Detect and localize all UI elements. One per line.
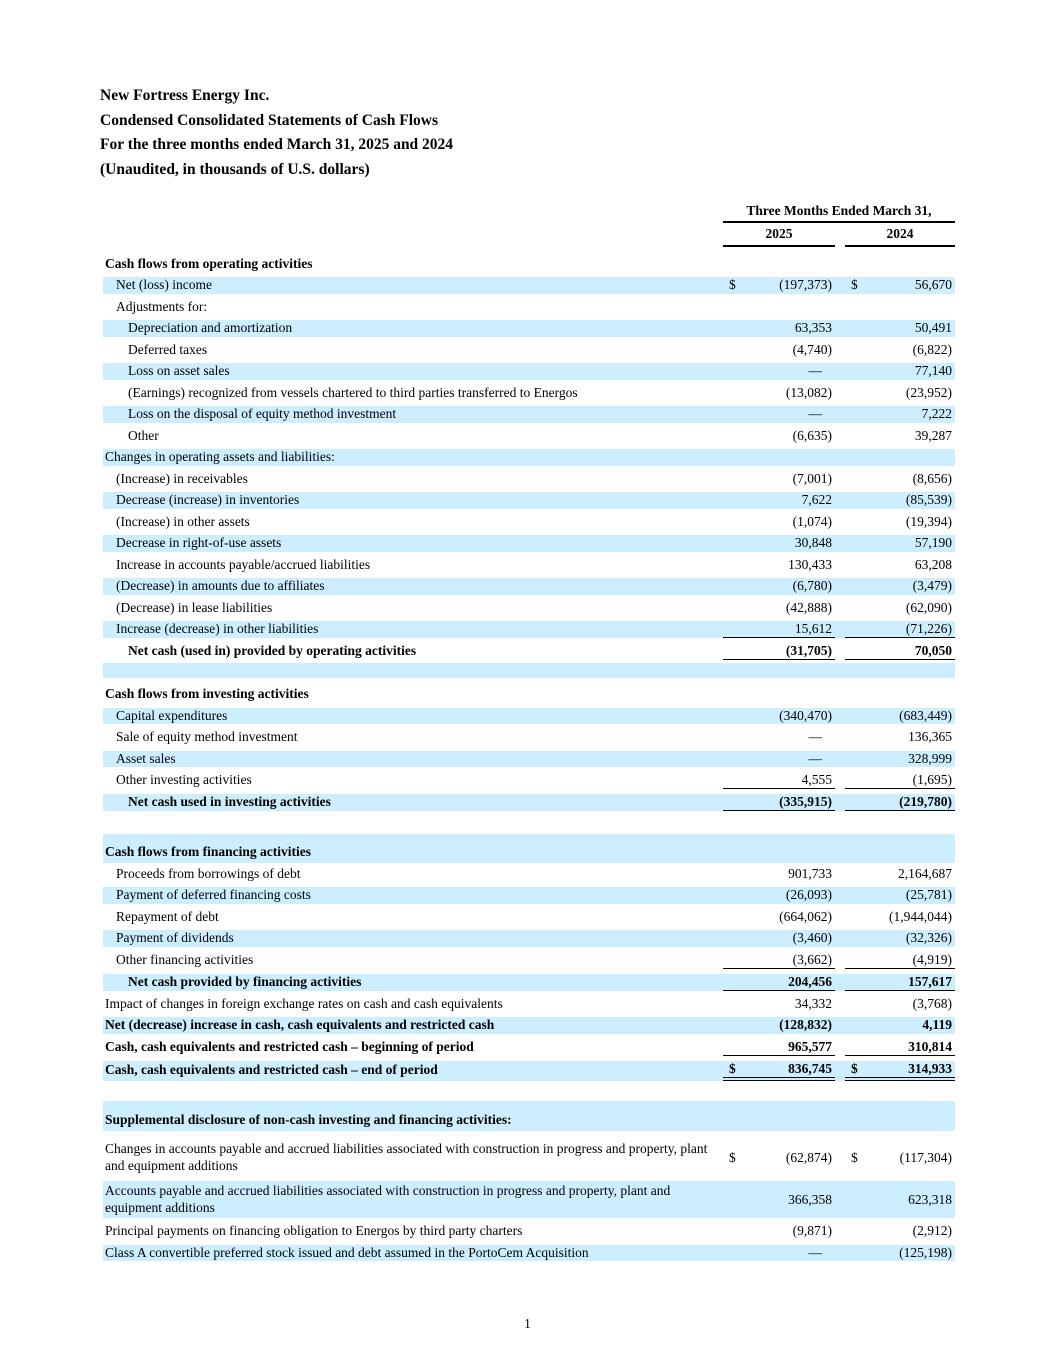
- spacer-row: [103, 834, 955, 842]
- row-label: Repayment of debt: [116, 908, 219, 924]
- row-label: Net cash provided by financing activities: [128, 973, 362, 989]
- value-2025-cell: [723, 363, 835, 380]
- dollar-sign: $: [729, 277, 736, 293]
- value-2024: 157,617: [908, 973, 952, 989]
- section-header-investing: [103, 684, 955, 706]
- table-row: [103, 1137, 955, 1179]
- row-label: Capital expenditures: [116, 707, 228, 723]
- value-2025: —: [808, 406, 822, 422]
- value-2025: 836,745: [788, 1060, 832, 1076]
- row-label: Payment of dividends: [116, 930, 234, 945]
- value-2024: 7,222: [921, 406, 952, 422]
- value-2025: (128,832): [779, 1017, 832, 1033]
- table-header: [103, 203, 955, 247]
- value-2024-cell: [845, 974, 955, 991]
- table-row: [103, 949, 955, 971]
- value-2024: (6,822): [912, 341, 952, 357]
- value-2025: (340,470): [779, 707, 832, 723]
- value-2025-cell: [723, 1139, 835, 1176]
- value-2024: (125,198): [899, 1244, 952, 1260]
- total-row-financing: [103, 971, 955, 993]
- value-2024-cell: [845, 1223, 955, 1240]
- value-2025-cell: [723, 909, 835, 926]
- value-2024-cell: [845, 428, 955, 445]
- value-2024-cell: [845, 557, 955, 574]
- value-2025: (7,001): [792, 470, 832, 486]
- value-2024: (3,479): [912, 578, 952, 594]
- total-row-investing: [103, 792, 955, 814]
- value-2025: 965,577: [788, 1038, 832, 1054]
- value-2024: (219,780): [899, 794, 952, 809]
- value-2025-cell: [723, 1061, 835, 1081]
- value-2025: (1,074): [792, 513, 832, 529]
- value-2024-cell: [845, 952, 955, 969]
- row-label: Accounts payable and accrued liabilities associated with construction in progress and property, plant and equipment additions: [105, 1183, 671, 1215]
- value-2025-cell: [723, 1181, 835, 1218]
- value-2024-cell: [845, 600, 955, 617]
- column-header-2024: 2024: [845, 226, 955, 247]
- table-row: [103, 1036, 955, 1058]
- page-number: 1: [524, 1316, 531, 1331]
- value-2024: 310,814: [908, 1038, 952, 1054]
- value-2024-cell: [845, 643, 955, 660]
- value-2025: (664,062): [779, 908, 832, 924]
- value-2024-cell: [845, 1017, 955, 1034]
- table-row: [103, 296, 955, 318]
- value-2025-cell: [723, 578, 835, 595]
- value-2025: (42,888): [785, 599, 832, 615]
- value-2024-cell: [845, 1061, 955, 1081]
- value-2024: 57,190: [914, 535, 952, 551]
- total-row-operating: [103, 641, 955, 663]
- value-2024: (117,304): [899, 1149, 952, 1165]
- value-2024: 50,491: [914, 320, 952, 336]
- value-2024: 70,050: [914, 643, 952, 658]
- value-2025: —: [808, 363, 822, 379]
- value-2025-cell: [723, 428, 835, 445]
- value-2025: 34,332: [794, 995, 832, 1011]
- row-label: Cash flows from operating activities: [105, 255, 313, 271]
- table-row: [103, 425, 955, 447]
- value-2025-cell: [723, 751, 835, 768]
- table-row: [103, 361, 955, 383]
- row-label: (Increase) in other assets: [116, 513, 250, 529]
- value-2025: —: [808, 1244, 822, 1260]
- value-2025-cell: [723, 1245, 835, 1262]
- row-label: Loss on the disposal of equity method investment: [128, 406, 397, 421]
- value-2024-cell: [845, 1039, 955, 1056]
- value-2025: 204,456: [788, 973, 832, 989]
- table-row: [103, 318, 955, 340]
- value-2024: (32,326): [905, 930, 952, 946]
- value-2024: 623,318: [908, 1191, 952, 1207]
- row-label: (Earnings) recognized from vessels chartered to third parties transferred to Energos: [128, 384, 578, 400]
- table-row: [103, 404, 955, 426]
- value-2024: (23,952): [905, 384, 952, 400]
- row-label: Net (decrease) increase in cash, cash equivalents and restricted cash: [105, 1017, 495, 1032]
- table-row: [103, 511, 955, 533]
- value-2025-cell: [723, 1223, 835, 1240]
- dollar-sign: $: [851, 1149, 858, 1165]
- table-row: [103, 339, 955, 361]
- page-footer: [0, 1316, 1055, 1332]
- value-2024-cell: [845, 385, 955, 402]
- value-2024: (683,449): [899, 707, 952, 723]
- table-row: [103, 705, 955, 727]
- value-2025-cell: [723, 514, 835, 531]
- value-2025-cell: [723, 471, 835, 488]
- value-2025: (335,915): [779, 794, 832, 809]
- section-header-operating: [103, 253, 955, 275]
- value-2024-cell: [845, 406, 955, 423]
- value-2025: (6,780): [792, 578, 832, 594]
- value-2024: (25,781): [905, 887, 952, 903]
- row-label: Principal payments on financing obligation to Energos by third party charters: [105, 1223, 523, 1238]
- value-2024: (19,394): [905, 513, 952, 529]
- value-2024-cell: [845, 772, 955, 789]
- value-2024: (3,768): [912, 995, 952, 1011]
- value-2025-cell: [723, 277, 835, 294]
- value-2024-cell: [845, 708, 955, 725]
- statement-period: For the three months ended March 31, 2025 and 2024: [100, 136, 454, 153]
- value-2025: 901,733: [788, 865, 832, 881]
- value-2025-cell: [723, 643, 835, 660]
- value-2024: (2,912): [912, 1223, 952, 1239]
- value-2024-cell: [845, 514, 955, 531]
- row-label: Sale of equity method investment: [116, 729, 298, 744]
- value-2024: 39,287: [914, 427, 952, 443]
- row-label: Cash, cash equivalents and restricted cash – beginning of period: [105, 1038, 474, 1054]
- value-2025-cell: [723, 557, 835, 574]
- table-row: [103, 1221, 955, 1243]
- row-label: Depreciation and amortization: [128, 320, 293, 335]
- row-label: Changes in accounts payable and accrued liabilities associated with construction in progress and property, plant and equipment additions: [105, 1141, 708, 1173]
- dollar-sign: $: [729, 1149, 736, 1165]
- row-label: Net cash used in investing activities: [128, 794, 331, 810]
- value-2025: (6,635): [792, 427, 832, 443]
- table-row: [103, 1242, 955, 1264]
- spacer-row: [103, 814, 955, 834]
- value-2025-cell: [723, 794, 835, 811]
- value-2024: (71,226): [905, 621, 952, 636]
- row-label: Supplemental disclosure of non-cash investing and financing activities:: [105, 1111, 512, 1127]
- value-2024: (62,090): [905, 599, 952, 615]
- value-2025-cell: [723, 600, 835, 617]
- table-row: [103, 928, 955, 950]
- document-header: [100, 84, 453, 182]
- value-2024-cell: [845, 1245, 955, 1262]
- table-row: [103, 382, 955, 404]
- table-row: [103, 1015, 955, 1037]
- dollar-sign: $: [851, 1060, 858, 1076]
- value-2024: 2,164,687: [898, 865, 952, 881]
- table-row: [103, 275, 955, 297]
- table-row: [103, 554, 955, 576]
- row-label: Asset sales: [116, 750, 176, 766]
- value-2025: (62,874): [785, 1149, 832, 1165]
- row-label: Net cash (used in) provided by operating activities: [128, 643, 417, 659]
- row-label: Other: [128, 427, 159, 443]
- value-2024: 77,140: [914, 363, 952, 379]
- table-row: [103, 1179, 955, 1221]
- value-2025: (13,082): [785, 384, 832, 400]
- value-2024-cell: [845, 866, 955, 883]
- row-label: Changes in operating assets and liabilities:: [105, 449, 335, 464]
- value-2024-cell: [845, 887, 955, 904]
- value-2025: 15,612: [794, 621, 832, 636]
- value-2024-cell: [845, 909, 955, 926]
- value-2025: 130,433: [788, 556, 832, 572]
- row-label: Decrease (increase) in inventories: [116, 492, 300, 507]
- value-2024-cell: [845, 277, 955, 294]
- value-2024-cell: [845, 320, 955, 337]
- section-header-supplemental: [103, 1109, 955, 1131]
- value-2025: (31,705): [785, 643, 832, 658]
- row-label: Cash flows from financing activities: [105, 844, 311, 859]
- value-2025-cell: [723, 535, 835, 552]
- row-label: Increase (decrease) in other liabilities: [116, 621, 319, 637]
- value-2024: (8,656): [912, 470, 952, 486]
- table-row: [103, 619, 955, 641]
- value-2025-cell: [723, 974, 835, 991]
- value-2025: 30,848: [794, 535, 832, 551]
- table-header-columns: [723, 203, 955, 247]
- value-2025-cell: [723, 406, 835, 423]
- value-2025-cell: [723, 952, 835, 969]
- table-row: [103, 885, 955, 907]
- value-2025-cell: [723, 866, 835, 883]
- table-header-spacer: [103, 203, 723, 247]
- value-2025-cell: [723, 342, 835, 359]
- table-row: [103, 993, 955, 1015]
- table-row: [103, 906, 955, 928]
- row-label: Increase in accounts payable/accrued liabilities: [116, 556, 371, 572]
- value-2025: (4,740): [792, 341, 832, 357]
- value-2024-cell: [845, 492, 955, 509]
- spacer-row: [103, 1101, 955, 1109]
- table-row: [103, 447, 955, 469]
- table-row: [103, 748, 955, 770]
- value-2024-cell: [845, 471, 955, 488]
- value-2025-cell: [723, 996, 835, 1013]
- table-body: [103, 253, 955, 1264]
- value-2024-cell: [845, 578, 955, 595]
- value-2024: 136,365: [908, 729, 952, 745]
- row-label: Other investing activities: [116, 772, 252, 788]
- row-label: (Decrease) in lease liabilities: [116, 599, 273, 615]
- table-row: [103, 468, 955, 490]
- value-2024: (4,919): [912, 951, 952, 967]
- value-2024: 56,670: [914, 277, 952, 293]
- spacer-row: [103, 663, 955, 678]
- value-2024-cell: [845, 1181, 955, 1218]
- value-2024-cell: [845, 363, 955, 380]
- column-gutter: [835, 226, 845, 247]
- value-2025-cell: [723, 729, 835, 746]
- statement-note: (Unaudited, in thousands of U.S. dollars): [100, 160, 370, 178]
- row-label: (Decrease) in amounts due to affiliates: [116, 578, 325, 593]
- value-2025: 7,622: [801, 492, 832, 508]
- value-2024-cell: [845, 342, 955, 359]
- row-label: Cash flows from investing activities: [105, 686, 309, 701]
- cash-flow-table: [103, 203, 955, 1264]
- value-2024-cell: [845, 996, 955, 1013]
- value-2025: (3,460): [792, 930, 832, 946]
- section-header-financing: [103, 842, 955, 864]
- value-2025: —: [808, 750, 822, 766]
- value-2025-cell: [723, 930, 835, 947]
- value-2025: 4,555: [801, 772, 832, 787]
- period-header: Three Months Ended March 31,: [723, 203, 955, 223]
- value-2024: 4,119: [922, 1017, 952, 1033]
- table-row: [103, 490, 955, 512]
- value-2024: (1,944,044): [889, 908, 952, 924]
- value-2025: (3,662): [792, 951, 832, 967]
- value-2024-cell: [845, 751, 955, 768]
- dollar-sign: $: [729, 1060, 736, 1076]
- value-2025-cell: [723, 1017, 835, 1034]
- row-label: Net (loss) income: [116, 277, 212, 292]
- row-label: Adjustments for:: [116, 298, 208, 314]
- value-2024: (1,695): [912, 772, 952, 787]
- value-2024-cell: [845, 729, 955, 746]
- value-2025-cell: [723, 1039, 835, 1056]
- row-label: Cash, cash equivalents and restricted cash – end of period: [105, 1062, 438, 1078]
- value-2024: 328,999: [908, 750, 952, 766]
- company-name: New Fortress Energy Inc.: [100, 87, 270, 104]
- value-2025: (197,373): [779, 277, 832, 293]
- value-2024: 63,208: [914, 556, 952, 572]
- value-2024-cell: [845, 930, 955, 947]
- value-2025: —: [808, 729, 822, 745]
- row-label: Impact of changes in foreign exchange rates on cash and cash equivalents: [105, 995, 503, 1011]
- value-2025: (26,093): [785, 887, 832, 903]
- value-2024: (85,539): [905, 492, 952, 508]
- row-label: Loss on asset sales: [128, 363, 230, 378]
- value-2025: (9,871): [792, 1223, 832, 1239]
- value-2024: 314,933: [908, 1060, 952, 1076]
- column-header-2025: 2025: [723, 226, 835, 247]
- value-2025: 63,353: [794, 320, 832, 336]
- value-2024-cell: [845, 621, 955, 638]
- value-2025-cell: [723, 320, 835, 337]
- row-label: Decrease in right-of-use assets: [116, 535, 282, 550]
- row-label: (Increase) in receivables: [116, 470, 248, 486]
- value-2024-cell: [845, 535, 955, 552]
- table-row: [103, 1058, 955, 1083]
- value-2025-cell: [723, 772, 835, 789]
- value-2025-cell: [723, 492, 835, 509]
- value-2025: 366,358: [788, 1191, 832, 1207]
- value-2025-cell: [723, 385, 835, 402]
- dollar-sign: $: [851, 277, 858, 293]
- spacer-row: [103, 1083, 955, 1101]
- row-label: Proceeds from borrowings of debt: [116, 865, 301, 881]
- table-row: [103, 863, 955, 885]
- year-header-row: [723, 226, 955, 247]
- table-row: [103, 576, 955, 598]
- value-2024-cell: [845, 1139, 955, 1176]
- value-2025-cell: [723, 708, 835, 725]
- row-label: Payment of deferred financing costs: [116, 887, 311, 902]
- value-2025-cell: [723, 621, 835, 638]
- table-row: [103, 597, 955, 619]
- value-2024-cell: [845, 794, 955, 811]
- table-row: [103, 533, 955, 555]
- table-row: [103, 770, 955, 792]
- row-label: Deferred taxes: [128, 341, 208, 357]
- row-label: Other financing activities: [116, 951, 254, 967]
- row-label: Class A convertible preferred stock issued and debt assumed in the PortoCem Acquisition: [105, 1244, 589, 1260]
- statement-title: Condensed Consolidated Statements of Cash Flows: [100, 111, 439, 129]
- table-row: [103, 727, 955, 749]
- value-2025-cell: [723, 887, 835, 904]
